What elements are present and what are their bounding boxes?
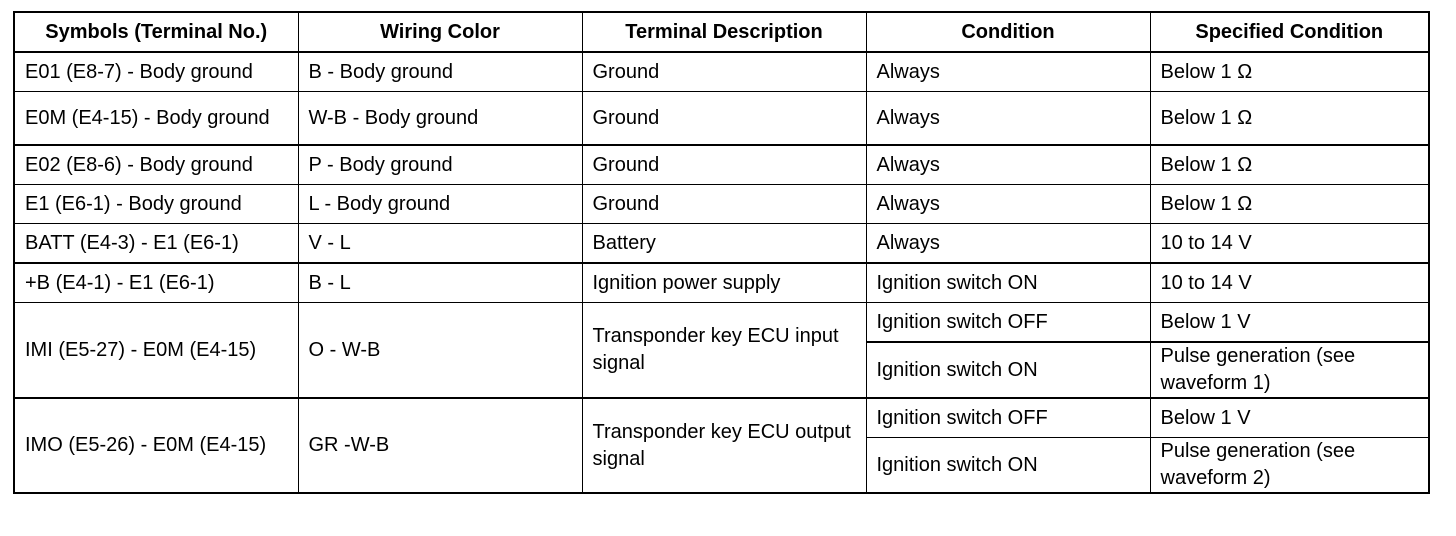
cell-terminal-description: Ground [582,92,866,146]
cell-specified-condition: 10 to 14 V [1150,263,1429,303]
cell-specified-condition: Below 1 V [1150,398,1429,438]
cell-terminal-description: Battery [582,224,866,264]
table-row [14,52,1429,92]
cell-symbol: +B (E4-1) - E1 (E6-1) [14,263,298,303]
cell-terminal-description: Ground [582,52,866,92]
cell-wiring-color: B - L [298,263,582,303]
cell-condition: Always [866,145,1150,185]
cell-condition: Ignition switch OFF [866,303,1150,343]
table-row [14,92,1429,146]
table-row [14,303,1429,343]
cell-condition: Ignition switch OFF [866,398,1150,438]
cell-wiring-color: GR -W-B [298,398,582,493]
table-row [14,398,1429,438]
terminal-spec-table [13,11,1430,494]
header-symbols: Symbols (Terminal No.) [14,12,298,52]
table-row [14,145,1429,185]
cell-symbol: IMO (E5-26) - E0M (E4-15) [14,398,298,493]
cell-wiring-color: B - Body ground [298,52,582,92]
cell-specified-condition: Pulse generation (see waveform 1) [1150,342,1429,398]
cell-specified-condition: 10 to 14 V [1150,224,1429,264]
cell-wiring-color: O - W-B [298,303,582,399]
cell-symbol: E0M (E4-15) - Body ground [14,92,298,146]
cell-terminal-description: Transponder key ECU output signal [582,398,866,493]
cell-symbol: IMI (E5-27) - E0M (E4-15) [14,303,298,399]
table-row [14,185,1429,224]
cell-wiring-color: V - L [298,224,582,264]
cell-condition: Ignition switch ON [866,263,1150,303]
cell-terminal-description: Ground [582,145,866,185]
cell-symbol: E01 (E8-7) - Body ground [14,52,298,92]
cell-wiring-color: W-B - Body ground [298,92,582,146]
cell-symbol: BATT (E4-3) - E1 (E6-1) [14,224,298,264]
cell-condition: Ignition switch ON [866,438,1150,494]
cell-specified-condition: Below 1 Ω [1150,92,1429,146]
header-wiring-color: Wiring Color [298,12,582,52]
cell-specified-condition: Below 1 Ω [1150,52,1429,92]
cell-specified-condition: Below 1 Ω [1150,185,1429,224]
cell-condition: Always [866,52,1150,92]
cell-condition: Always [866,224,1150,264]
cell-condition: Ignition switch ON [866,342,1150,398]
cell-specified-condition: Below 1 Ω [1150,145,1429,185]
header-condition: Condition [866,12,1150,52]
cell-wiring-color: L - Body ground [298,185,582,224]
table-header-row [14,12,1429,52]
cell-specified-condition: Pulse generation (see waveform 2) [1150,438,1429,494]
cell-condition: Always [866,185,1150,224]
cell-specified-condition: Below 1 V [1150,303,1429,343]
cell-terminal-description: Ignition power supply [582,263,866,303]
cell-terminal-description: Transponder key ECU input signal [582,303,866,399]
cell-terminal-description: Ground [582,185,866,224]
cell-wiring-color: P - Body ground [298,145,582,185]
cell-condition: Always [866,92,1150,146]
header-specified-condition: Specified Condition [1150,12,1429,52]
table-row [14,263,1429,303]
table-row [14,224,1429,264]
cell-symbol: E02 (E8-6) - Body ground [14,145,298,185]
header-terminal-description: Terminal Description [582,12,866,52]
cell-symbol: E1 (E6-1) - Body ground [14,185,298,224]
